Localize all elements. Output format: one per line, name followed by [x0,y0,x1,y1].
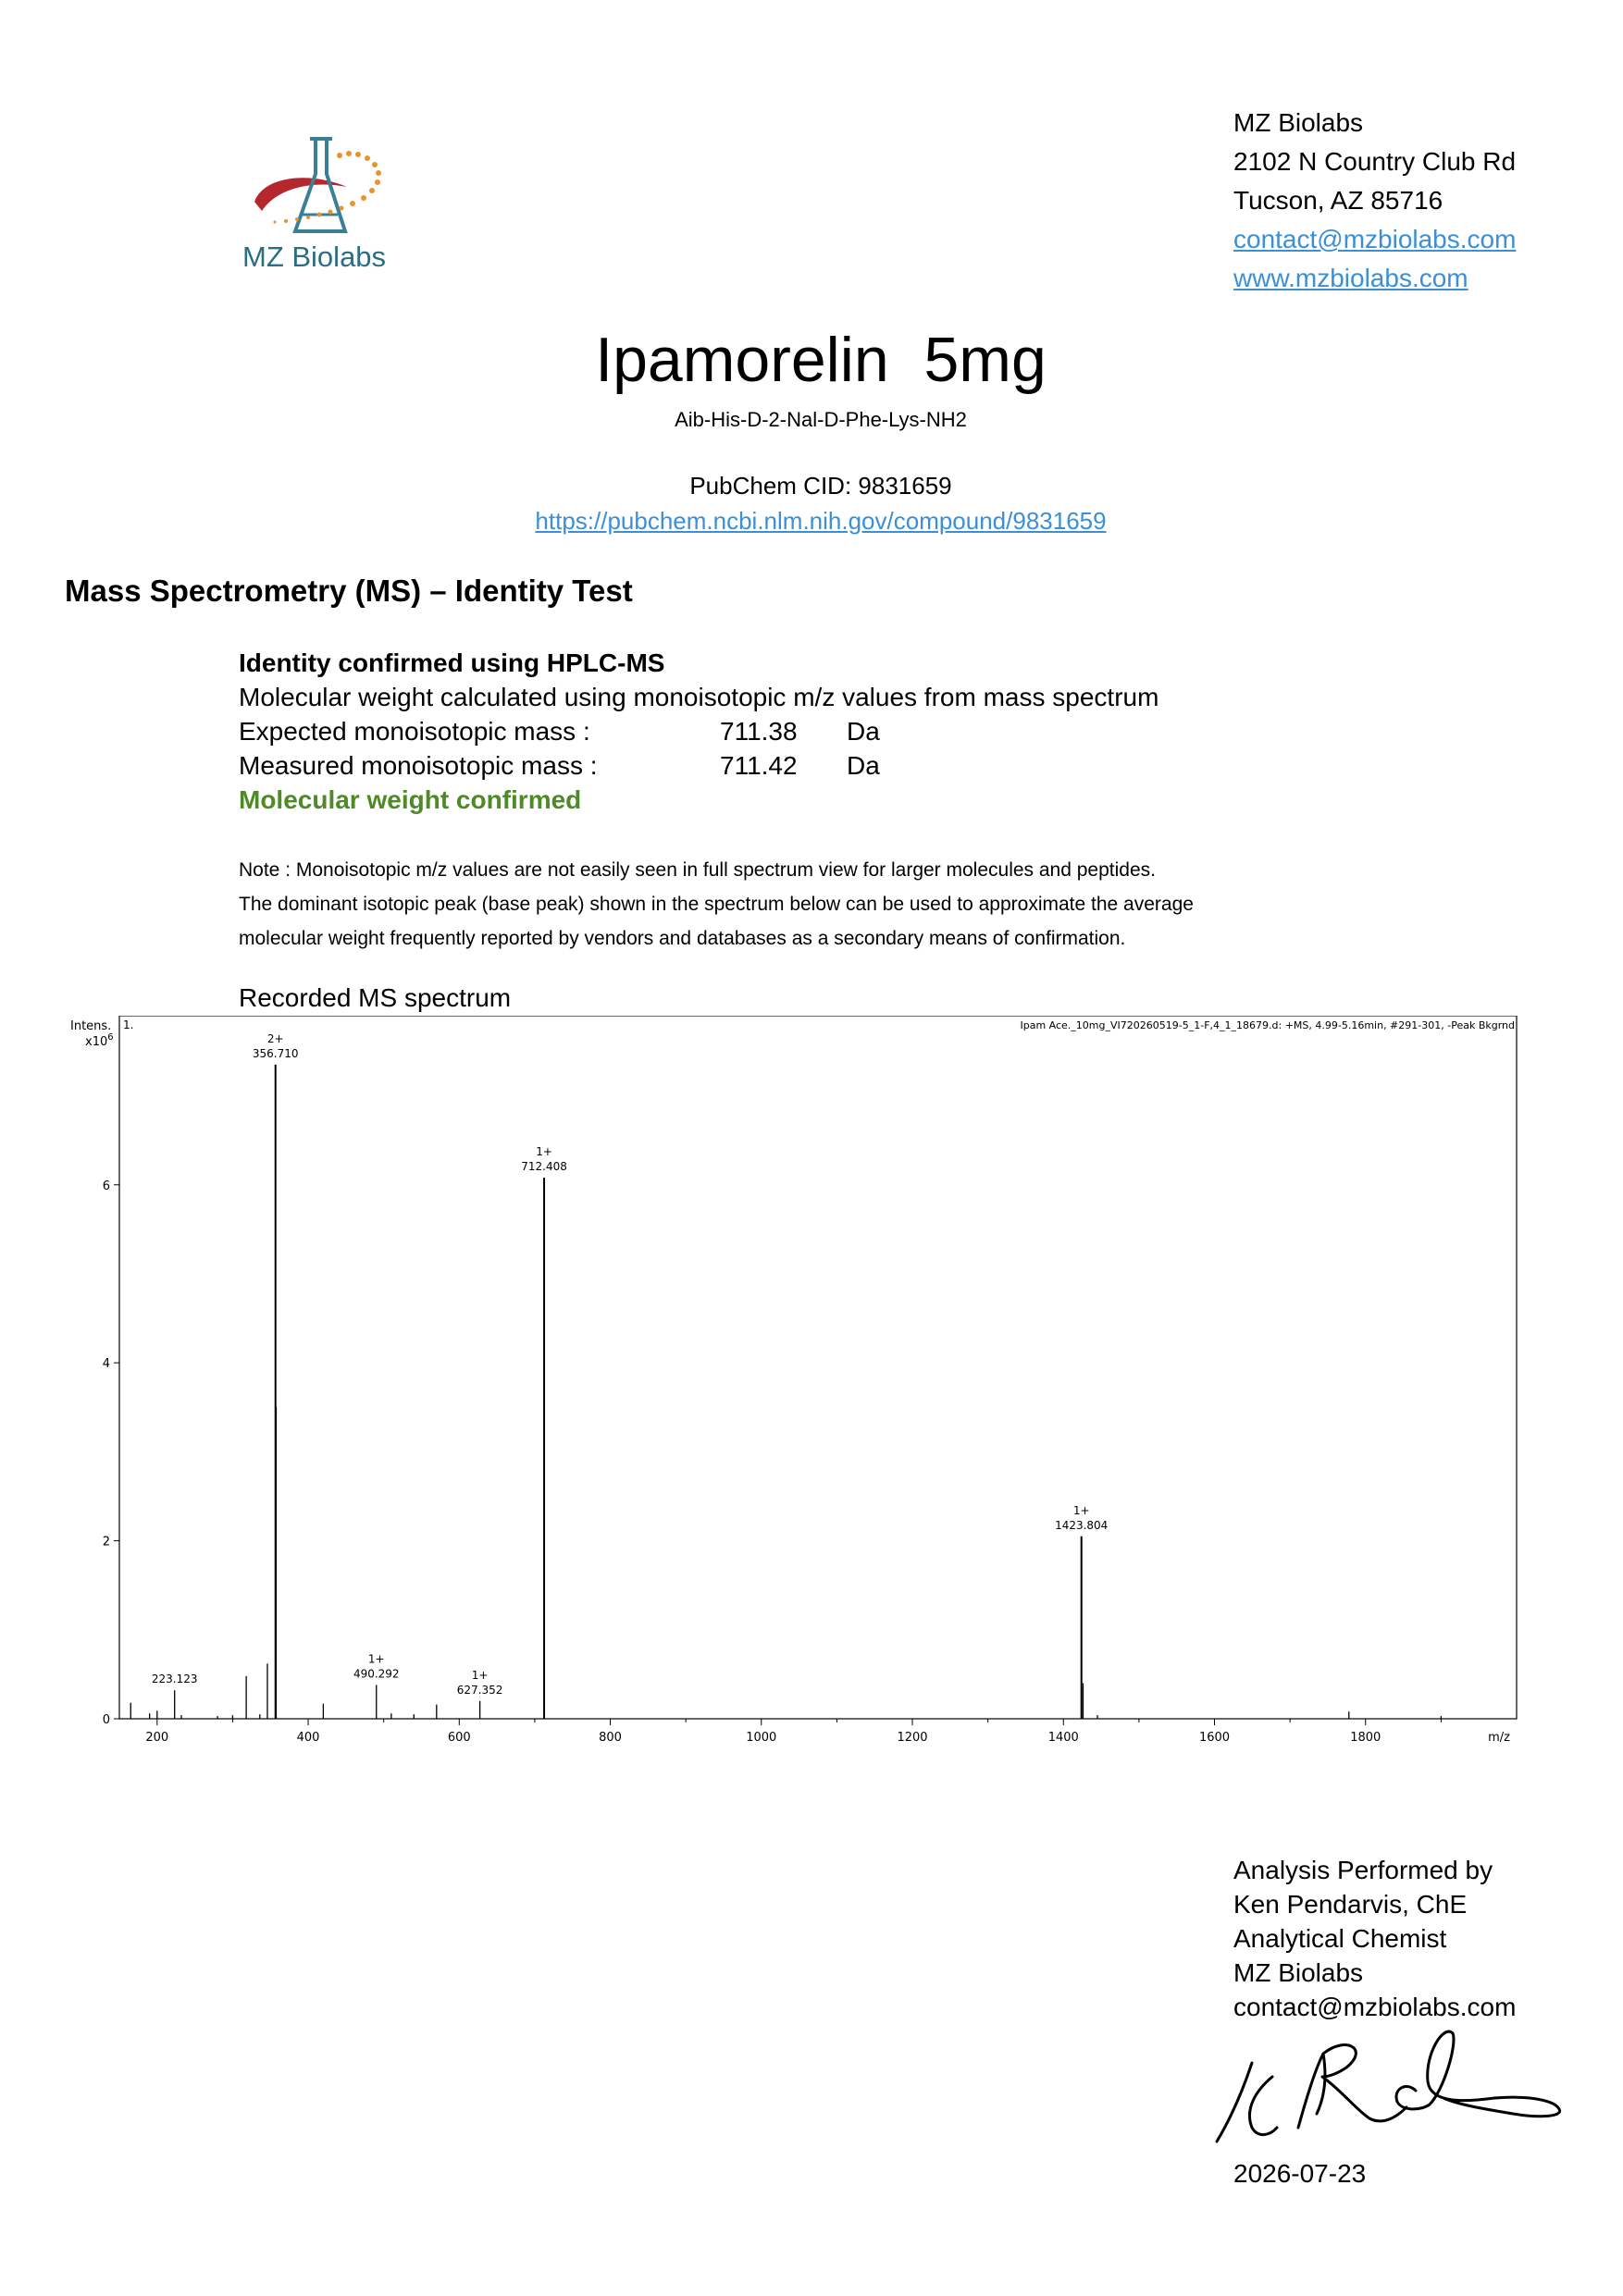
expected-mass-value: 711.38 [720,717,798,746]
x-tick-label: 1200 [897,1731,928,1745]
peak-mz-label: 712.408 [521,1160,567,1174]
measured-mass-unit: Da [847,751,880,780]
peak-charge-label: 1+ [367,1652,385,1666]
logo-text: MZ Biolabs [242,241,387,273]
y-tick-label: 4 [102,1357,110,1372]
measured-mass-row [239,748,1158,783]
y-tick-label: 2 [102,1535,110,1549]
email-link[interactable]: contact@mzbiolabs.com [1233,225,1517,253]
note-line-1: Note : Monoisotopic m/z values are not easily seen in full spectrum view for larger molecules and peptides. [239,859,1156,881]
x-tick-label: 1400 [1047,1731,1079,1745]
peptide-sequence: Aib-His-D-2-Nal-D-Phe-Lys-NH2 [675,408,967,431]
x-tick-label: 200 [145,1731,169,1745]
x-tick-label: 600 [447,1731,471,1745]
peak-mz-label: 627.352 [456,1683,503,1697]
peak-charge-label: 1+ [471,1668,489,1682]
peak-mz-label: 223.123 [151,1673,198,1686]
panel-label: 1. [123,1018,134,1031]
results-block [239,646,1158,817]
peak-charge-label: 1+ [536,1145,552,1159]
address-street: 2102 N Country Club Rd [1233,147,1517,176]
product-title: Ipamorelin 5mg [595,325,1047,395]
method-text: Molecular weight calculated using monoisotopic m/z values from mass spectrum [239,683,1159,711]
peak-mz-label: 356.710 [252,1046,299,1060]
peak-mz-label: 490.292 [353,1667,400,1681]
pubchem-link[interactable]: https://pubchem.ncbi.nlm.nih.gov/compound/9831659 [535,507,1107,535]
peak-mz-label: 1423.804 [1055,1518,1109,1532]
pubchem-cid: PubChem CID: 9831659 [689,472,952,500]
expected-mass-row [239,714,1158,748]
analyst-line-1: Analysis Performed by [1233,1856,1493,1884]
expected-mass-label: Expected monoisotopic mass : [239,717,590,746]
expected-mass-unit: Da [847,717,880,746]
results-heading: Identity confirmed using HPLC-MS [239,648,665,677]
website-link[interactable]: www.mzbiolabs.com [1233,264,1468,292]
section-heading: Mass Spectrometry (MS) – Identity Test [65,574,633,608]
x-tick-label: 400 [296,1731,320,1745]
analyst-block [1233,1853,1516,2024]
signature-date: 2026-07-23 [1233,2159,1367,2188]
spectrum-title: Recorded MS spectrum [239,983,512,1012]
note-line-2: The dominant isotopic peak (base peak) shown in the spectrum below can be used to approximate the average [239,894,1194,915]
measured-mass-value: 711.42 [720,751,798,780]
x-tick-label: 1600 [1198,1731,1231,1745]
analyst-email: contact@mzbiolabs.com [1233,1993,1517,2021]
plot-frame [119,1016,1517,1719]
analyst-title: Analytical Chemist [1233,1924,1447,1953]
x-axis-label: m/z [1488,1731,1510,1745]
y-tick-label: 0 [102,1713,110,1727]
x-tick-label: 800 [599,1731,622,1745]
y-tick-label: 6 [102,1179,110,1193]
x-tick-label: 1000 [746,1731,777,1745]
address-name: MZ Biolabs [1233,108,1364,137]
note-block [239,853,1194,956]
spectrum-header: Ipam Ace._10mg_VI720260519-5_1-F,4_1_18679.d: +MS, 4.99-5.16min, #291-301, -Peak Bkgrnd [1020,1019,1515,1031]
note-line-3: molecular weight frequently reported by vendors and databases as a secondary means of confirmation. [239,928,1126,949]
confirmation-status: Molecular weight confirmed [239,785,582,814]
y-axis-label: Intens. [70,1019,112,1033]
peak-charge-label: 1+ [1072,1503,1090,1517]
address-city: Tucson, AZ 85716 [1233,186,1443,215]
peak-charge-label: 2+ [266,1031,284,1045]
company-address [1233,104,1516,298]
y-scale-label: $x10^6$ [85,1032,114,1049]
x-tick-label: 1800 [1350,1731,1381,1745]
ms-spectrum-chart [65,1016,1527,1756]
measured-mass-label: Measured monoisotopic mass : [239,751,598,780]
signature-icon [1208,2026,1578,2155]
analyst-company: MZ Biolabs [1233,1958,1364,1987]
analyst-name: Ken Pendarvis, ChE [1233,1890,1468,1919]
